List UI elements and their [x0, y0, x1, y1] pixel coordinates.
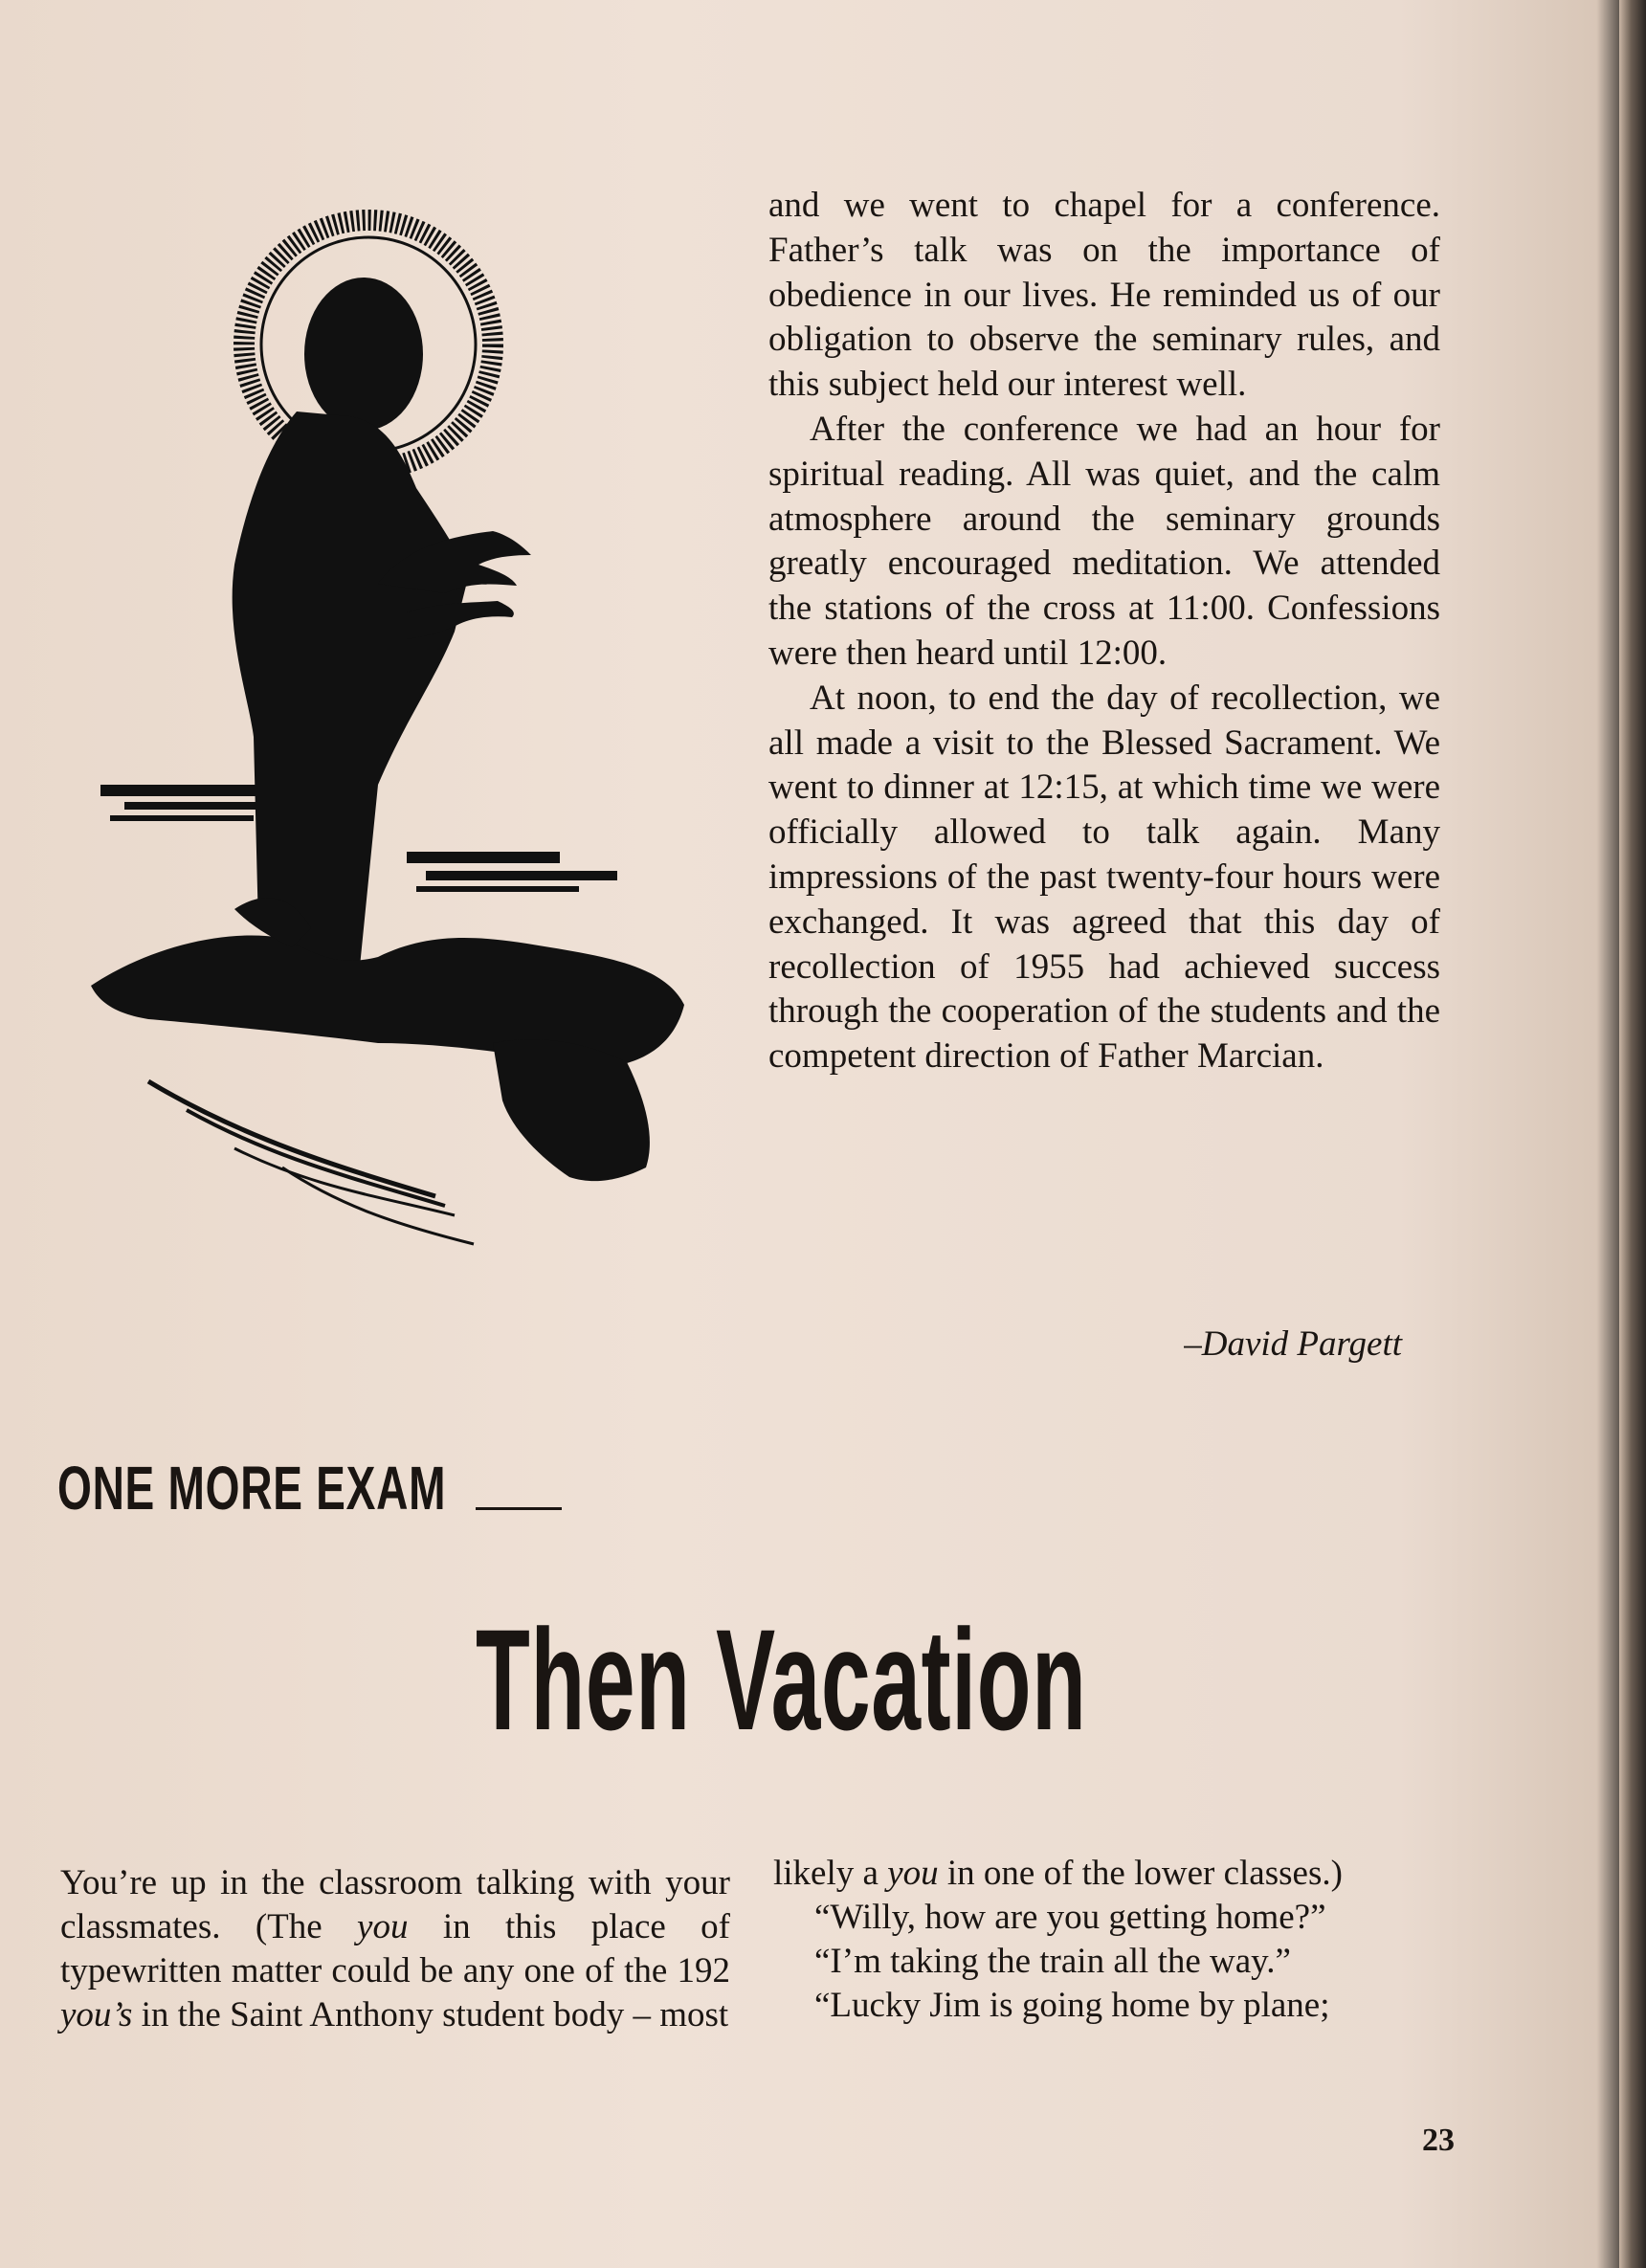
text-run: You’re up in the classroom talking with your classmates. (The — [60, 1863, 730, 1946]
author-signature: –David Pargett — [1184, 1324, 1402, 1364]
article-bottom-left-column — [60, 1861, 730, 2037]
article-paragraph: At noon, to end the day of recollection, we all made a visit to the Blessed Sacrament. We went to dinner at 12:15, at which time we were officially allowed to talk again. Many impressions of the past twenty-four hours were exchanged. It was agreed that this day of recollection of 1955 had achieved success through the cooperation of the students and the competent direction of Father Marcian. — [768, 678, 1440, 1077]
article-paragraph: and we went to chapel for a conference. Father’s talk was on the importance of obedience in our lives. He reminded us of our obligation to observe the seminary rules, and this subject held our interest well. — [768, 186, 1440, 405]
dialogue-line: “Lucky Jim is going home by plane; — [814, 1986, 1330, 2025]
dialogue-line: “I’m taking the train all the way.” — [814, 1942, 1291, 1981]
dialogue-line: “Willy, how are you getting home?” — [814, 1898, 1326, 1937]
article-top-column — [768, 184, 1440, 1079]
headline-title: Then Vacation — [476, 1599, 1087, 1760]
page-spine-edge — [1619, 0, 1646, 2268]
text-run: in this place of typewritten matter could be any one of the 192 — [60, 1907, 730, 1990]
article-paragraph: After the conference we had an hour for spiritual reading. All was quiet, and the calm atmosphere around the seminary grounds greatly encouraged meditation. We attended the stations of the cross at 11:00. Confessions were then heard until 12:00. — [768, 409, 1440, 673]
text-run: in the Saint Anthony student body – most — [132, 1995, 729, 2035]
italic-text-run: you — [887, 1854, 939, 1893]
italic-text-run: you — [357, 1907, 409, 1946]
article-paragraph — [60, 1861, 730, 2037]
text-run: likely a — [773, 1854, 888, 1893]
italic-text-run: you’s — [60, 1995, 133, 2035]
text-run: in one of the lower classes.) — [938, 1854, 1343, 1893]
kicker-dash — [476, 1507, 562, 1510]
article-paragraph — [773, 1852, 1440, 1896]
christ-silhouette-illustration — [91, 201, 703, 1273]
page-number: 23 — [1422, 2123, 1455, 2158]
article-bottom-right-column — [773, 1852, 1440, 2028]
headline-kicker: ONE MORE EXAM — [57, 1454, 447, 1523]
